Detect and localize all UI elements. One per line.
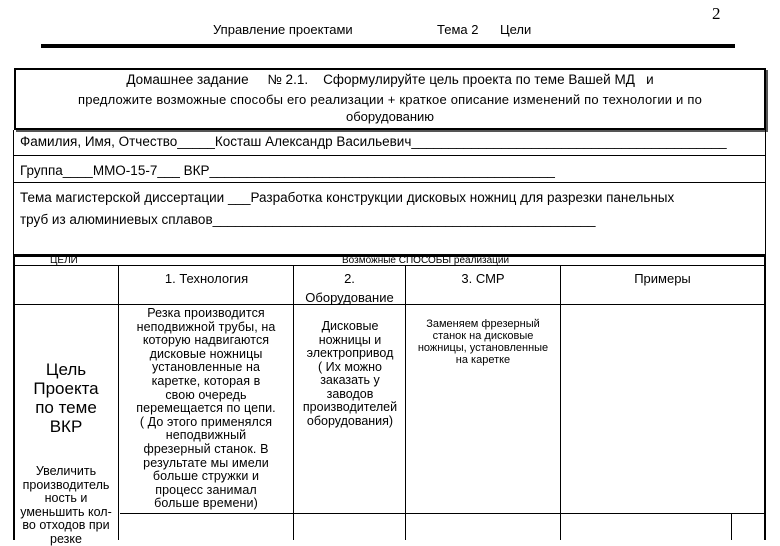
smr-line: станок на дисковые (406, 330, 560, 342)
header-divider (41, 44, 735, 48)
technology-line: свою очередь (119, 389, 293, 403)
technology-line: неподвижной трубы, на (119, 321, 293, 335)
technology-line: Резка производится (119, 307, 293, 321)
section-label: Цели (500, 22, 531, 37)
technology-line: дисковые ножницы (119, 348, 293, 362)
smr-line: на каретке (406, 354, 560, 366)
goal-title-line: Цель (14, 360, 118, 379)
goal-detail-line: ность и (14, 492, 118, 506)
technology-line: фрезерный станок. В (119, 443, 293, 457)
goal-detail-line: производитель (14, 479, 118, 493)
goal-detail (14, 465, 118, 546)
table-col-line (560, 265, 561, 540)
technology-line: перемещается по цепи. (119, 402, 293, 416)
equipment-line: заказать у (294, 374, 406, 388)
goal-title-line: Проекта (14, 379, 118, 398)
methods-header: Возможные СПОСОБЫ реализации (342, 255, 509, 266)
technology-header: 1. Технология (120, 271, 293, 286)
homework-line-3: оборудованию (0, 109, 780, 124)
course-title: Управление проектами (213, 22, 353, 37)
topic-label: Тема 2 (437, 22, 478, 37)
technology-line: процесс занимал (119, 484, 293, 498)
examples-header: Примеры (561, 271, 764, 286)
group-field: Группа____ММО-15-7___ ВКР______________________________________________ (20, 163, 555, 178)
goal-detail-line: во отходов при (14, 519, 118, 533)
goal-detail-line: резке (14, 533, 118, 546)
smr-line: ножницы, установленные (406, 342, 560, 354)
goal-title-line: по теме (14, 398, 118, 417)
goal-detail-line: Увеличить (14, 465, 118, 479)
form-divider (13, 182, 766, 183)
technology-line: неподвижный (119, 429, 293, 443)
goal-title (14, 360, 118, 436)
technology-line: больше времени) (119, 497, 293, 511)
smr-description (406, 318, 560, 366)
technology-line: результате мы имели (119, 457, 293, 471)
equipment-header-num: 2. (294, 271, 405, 286)
equipment-description (294, 320, 406, 428)
equipment-line: электропривод (294, 347, 406, 361)
technology-line: ( До этого применялся (119, 416, 293, 430)
table-row-line (120, 513, 766, 514)
goal-detail-line: уменьшить кол- (14, 506, 118, 520)
equipment-line: Дисковые (294, 320, 406, 334)
technology-line: которую надвигаются (119, 334, 293, 348)
form-divider (13, 155, 766, 156)
technology-description (119, 307, 293, 511)
equipment-line: оборудования) (294, 415, 406, 429)
smr-header: 3. СМР (406, 271, 560, 286)
table-right-border (764, 255, 766, 540)
technology-line: каретке, которая в (119, 375, 293, 389)
fio-field: Фамилия, Имя, Отчество_____Косташ Александр Васильевич__________________________________________ (20, 134, 727, 149)
equipment-header-label: Оборудование (294, 290, 405, 305)
technology-line: установленные на (119, 361, 293, 375)
homework-line-1: Домашнее задание № 2.1. Сформулируйте цель проекта по теме Вашей МД и (0, 72, 780, 87)
thesis-line-1: Тема магистерской диссертации ___Разработка конструкции дисковых ножниц для разрезки панельных (20, 190, 674, 205)
homework-line-2: предложите возможные способы его реализации + краткое описание изменений по технологии и по (0, 92, 780, 107)
equipment-line: производителей (294, 401, 406, 415)
goal-title-line: ВКР (14, 417, 118, 436)
equipment-line: ножницы и (294, 334, 406, 348)
page-number: 2 (712, 4, 721, 24)
technology-line: больше стружки и (119, 470, 293, 484)
goals-header: ЦЕЛИ (50, 255, 78, 266)
equipment-line: заводов (294, 388, 406, 402)
table-col-line (731, 513, 732, 540)
smr-line: Заменяем фрезерный (406, 318, 560, 330)
thesis-line-2: труб из алюминиевых сплавов___________________________________________________ (20, 212, 596, 227)
equipment-line: ( Их можно (294, 361, 406, 375)
